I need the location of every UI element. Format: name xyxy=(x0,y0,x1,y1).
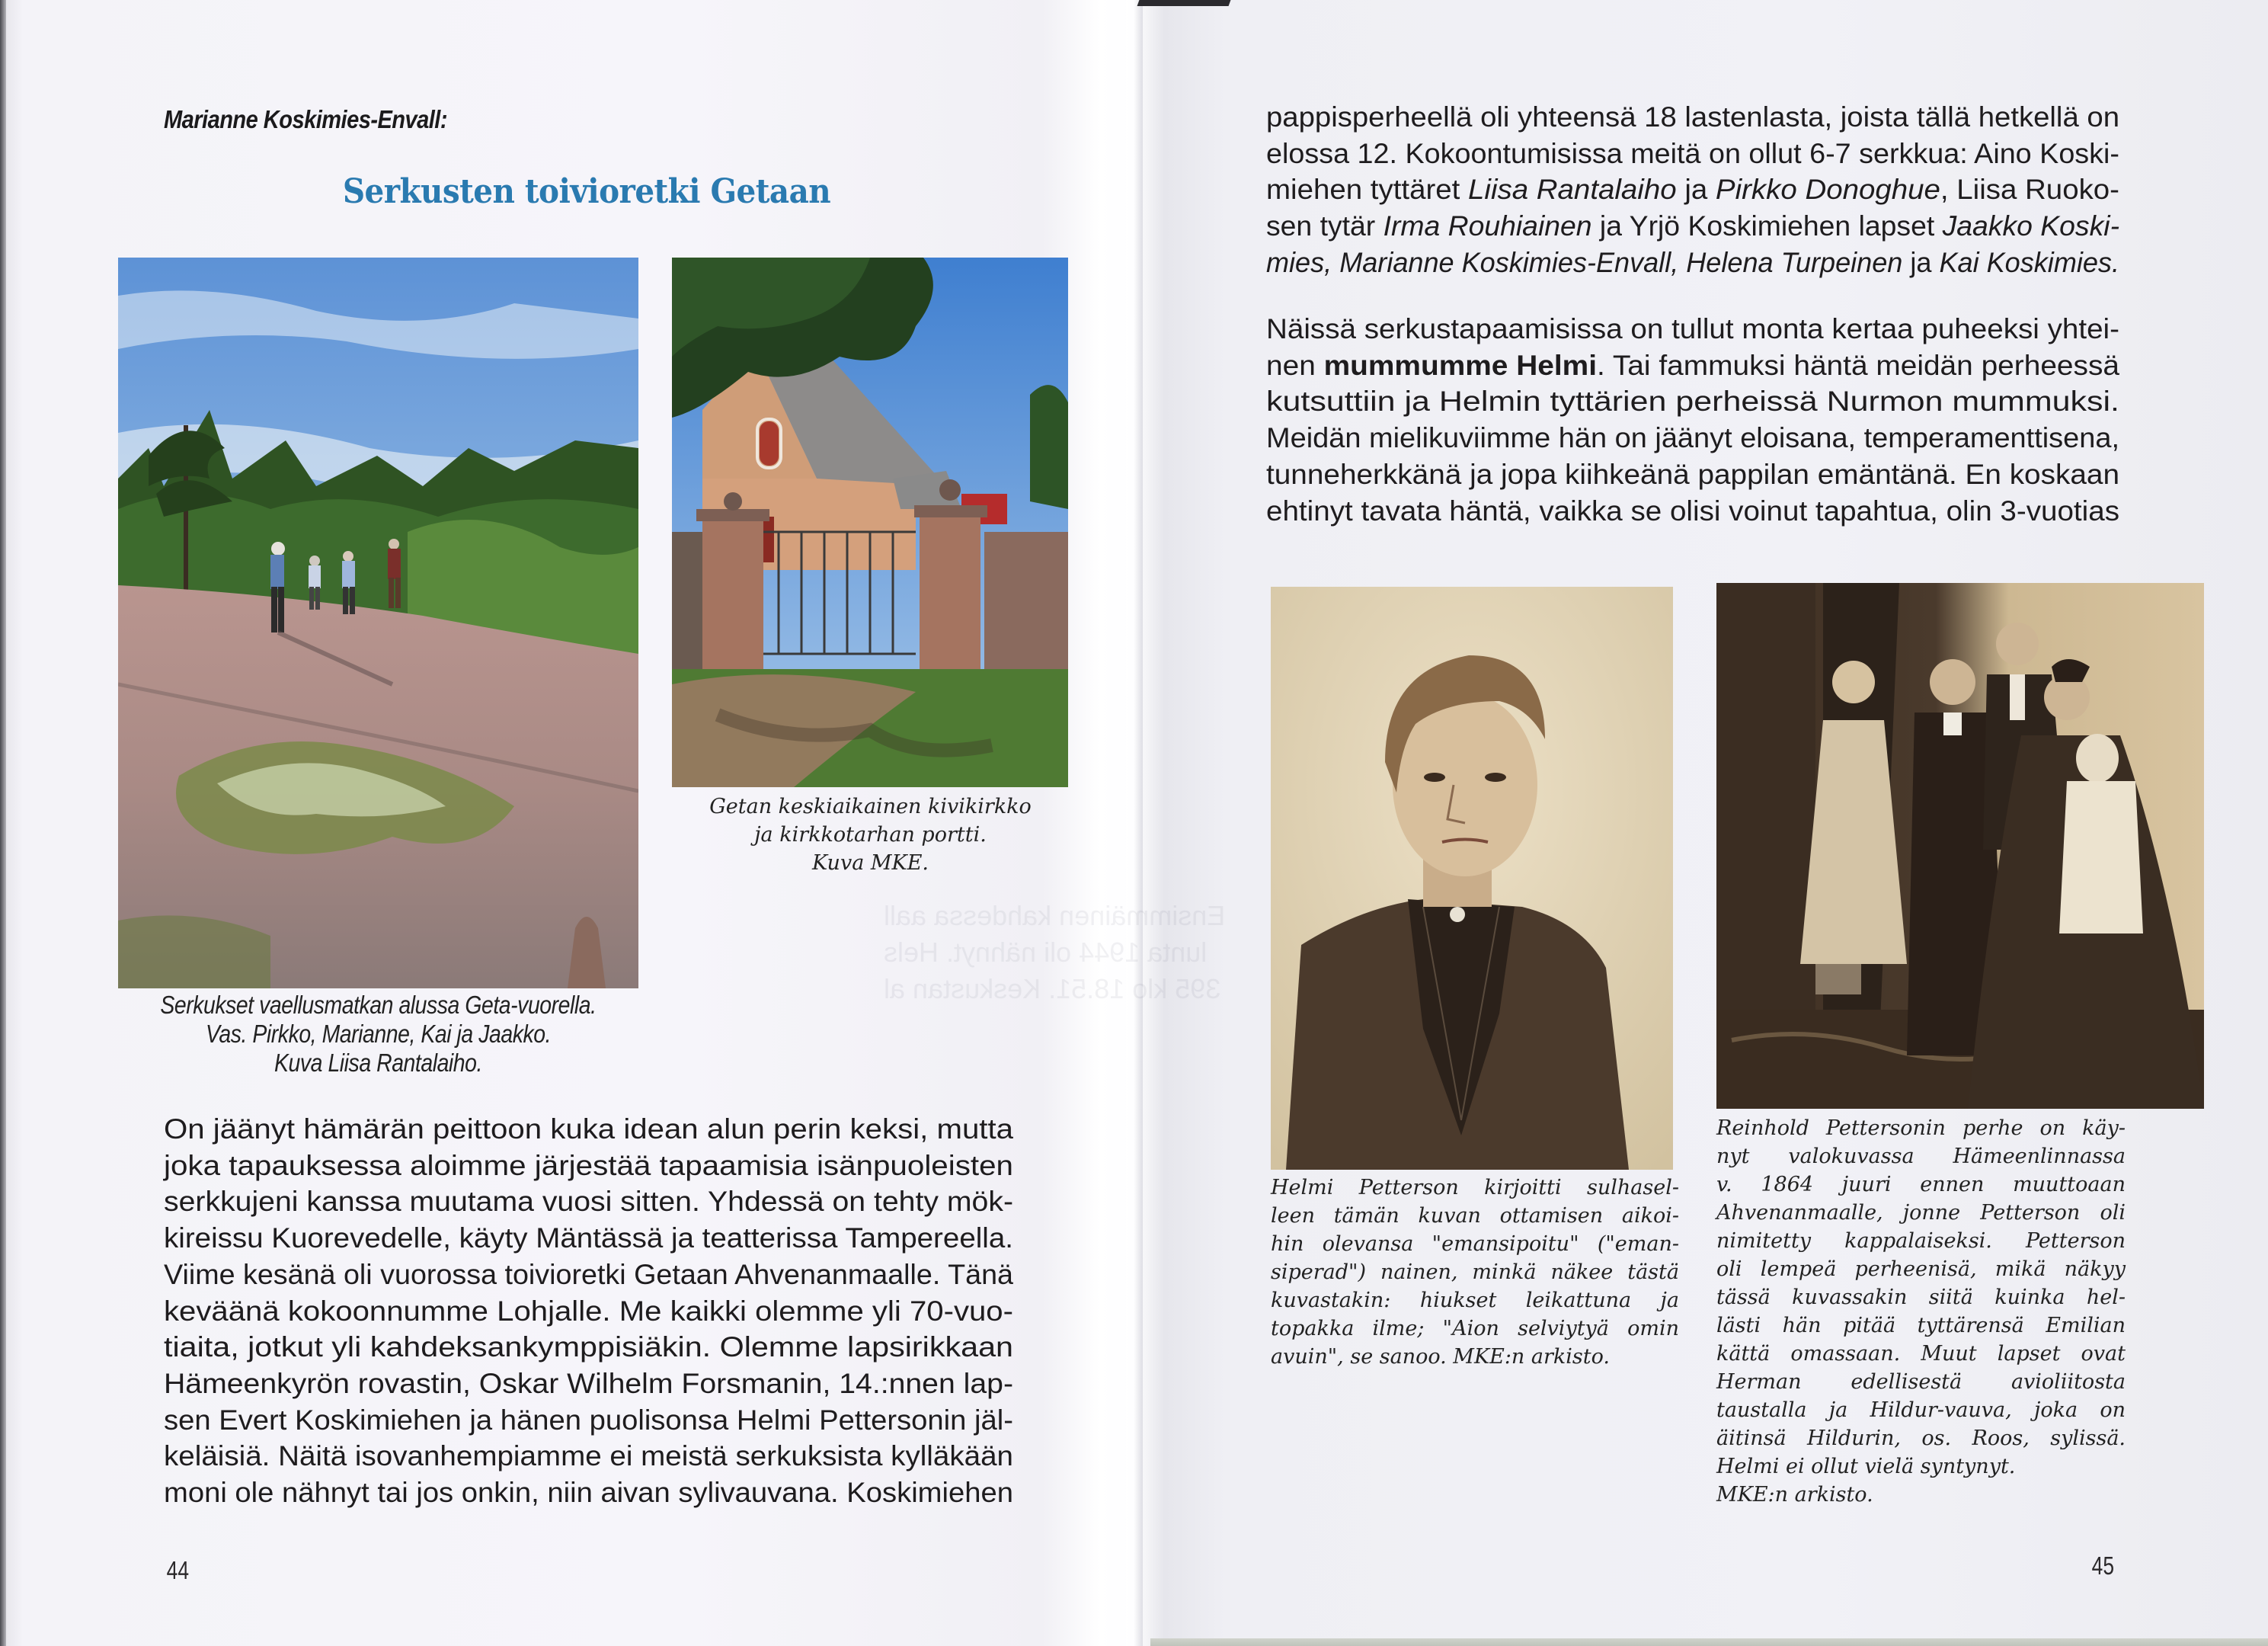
scan-artifact xyxy=(1137,0,1231,6)
caption-line: Helmi Petterson kirjoitti sulhasel- xyxy=(1271,1176,1679,1199)
caption-line: oli lempeä perheenisä, mikä näkyy xyxy=(1716,1257,2126,1281)
text-line xyxy=(1266,136,2119,172)
text-line xyxy=(164,1329,1013,1366)
italic-text: Liisa Rantalaiho xyxy=(1468,174,1677,206)
text-line xyxy=(1266,99,2119,136)
page-number-right: 45 xyxy=(2091,1552,2115,1580)
caption-line: Kuva Liisa Rantalaiho. xyxy=(274,1049,482,1077)
text-segment: pappisperheellä oli yhteensä 18 lastenlasta, joista tällä hetkellä on xyxy=(1266,101,2119,133)
text-segment: ehtinyt tavata häntä, vaikka se olisi voinut tapahtua, olin 3-vuotias xyxy=(1266,495,2119,527)
caption-line: hin olevansa "emansipoitu" ("eman- xyxy=(1271,1232,1679,1256)
text-segment: keläisiä. Näitä isovanhempiamme ei meistä serkuksista kylläkään xyxy=(164,1440,1013,1472)
italic-text: Irma Rouhiainen xyxy=(1383,210,1592,242)
text-segment: joka tapauksessa aloimme järjestää tapaamisia isänpuoleisten xyxy=(164,1149,1013,1181)
text-line xyxy=(164,1111,1013,1148)
caption-line: avuin", se sanoo. MKE:n arkisto. xyxy=(1271,1345,1610,1369)
text-segment: moni ole nähnyt tai jos onkin, niin aivan sylivauvana. Koskimiehen xyxy=(164,1477,1013,1509)
text-line xyxy=(1266,456,2119,493)
italic-text: Jaakko Koski- xyxy=(1942,210,2119,242)
caption-line: Serkukset vaellusmatkan alussa Geta-vuorella. xyxy=(160,991,597,1019)
caption-family-photo xyxy=(1716,1114,2126,1509)
caption-line: tässä kuvassakin siitä kuinka hel- xyxy=(1716,1286,2126,1309)
page-number-left: 44 xyxy=(166,1556,190,1584)
text-segment: . Tai fammuksi häntä meidän perheessä xyxy=(1596,349,2119,381)
photo-helmi-petterson xyxy=(1271,587,1673,1170)
photo-petterson-family xyxy=(1716,583,2204,1109)
caption-line: äitinsä Hildurin, os. Roos, sylissä. xyxy=(1716,1427,2126,1450)
text-segment: Viime kesänä oli vuorossa toivioretki Getaan Ahvenanmaalle. Tänä xyxy=(164,1258,1013,1290)
text-segment: ja Yrjö Koskimiehen lapset xyxy=(1591,210,1943,242)
book-gutter xyxy=(1126,0,1143,1646)
right-paragraph-2 xyxy=(1266,311,2119,529)
bleed-through-text: 395 klo 18.51. Keskustan al xyxy=(884,973,1221,1004)
text-line xyxy=(164,1148,1013,1184)
text-line xyxy=(164,1366,1013,1402)
caption-line: topakka ilme; "Aion selviytyä omin xyxy=(1271,1317,1679,1340)
text-segment: nen xyxy=(1266,349,1324,381)
caption-line: Getan keskiaikainen kivikirkko xyxy=(709,795,1032,818)
scan-artifact xyxy=(1150,1638,2268,1646)
caption-line: kättä omassaan. Muut lapset ovat xyxy=(1716,1342,2126,1366)
text-segment: Näissä serkustapaamisissa on tullut monta kertaa puheeksi yhtei- xyxy=(1266,313,2119,344)
text-line xyxy=(164,1293,1013,1330)
text-line xyxy=(164,1438,1013,1475)
text-segment: ja xyxy=(1902,246,1940,278)
article-title: Serkusten toivioretki Getaan xyxy=(342,172,831,211)
text-line xyxy=(164,1220,1013,1257)
right-paragraph-1 xyxy=(1266,99,2119,281)
text-segment: tiaita, jotkut yli kahdeksankymppisiäkin. Olemme lapsirikkaan xyxy=(164,1331,1013,1363)
text-segment: On jäänyt hämärän peittoon kuka idean alun perin keksi, mutta xyxy=(164,1113,1013,1145)
text-line xyxy=(1266,311,2119,347)
caption-line: lästi hän pitää tyttärensä Emilian xyxy=(1716,1314,2126,1337)
text-segment: Meidän mielikuviimme hän on jäänyt eloisana, temperamenttisena, xyxy=(1266,422,2119,454)
caption-line: Helmi ei ollut vielä syntynyt. xyxy=(1716,1455,2016,1478)
caption-line: MKE:n arkisto. xyxy=(1716,1483,1873,1507)
italic-text: mies, Marianne Koskimies-Envall, Helena Turpeinen xyxy=(1266,246,1903,278)
caption-line: Reinhold Pettersonin perhe on käy- xyxy=(1716,1116,2126,1140)
text-line xyxy=(1266,171,2119,208)
left-body-text xyxy=(164,1111,1013,1511)
caption-line: taustalla ja Hildur-vauva, joka on xyxy=(1716,1398,2126,1422)
text-line xyxy=(1266,347,2119,384)
text-line xyxy=(164,1402,1013,1439)
photo-geta-church xyxy=(672,258,1068,787)
text-line xyxy=(1266,208,2119,245)
caption-line: v. 1864 juuri ennen muuttoaan xyxy=(1716,1173,2126,1196)
italic-text: Pirkko Donoghue xyxy=(1715,174,1940,206)
text-segment: kutsuttiin ja Helmin tyttärien perheissä Nurmon mummuksi. xyxy=(1266,386,2119,418)
text-line xyxy=(164,1183,1013,1220)
italic-text: Kai Koskimies. xyxy=(1939,246,2119,278)
caption-line: nyt valokuvassa Hämeenlinnassa xyxy=(1716,1145,2126,1168)
text-segment: , Liisa Ruoko- xyxy=(1940,174,2119,206)
text-segment: Hämeenkyrön rovastin, Oskar Wilhelm Forsmanin, 14.:nnen lap- xyxy=(164,1367,1013,1399)
caption-line: Kuva MKE. xyxy=(811,851,929,875)
text-segment: ja xyxy=(1676,174,1716,206)
bold-text: mummumme Helmi xyxy=(1323,349,1597,381)
caption-hike-photo xyxy=(118,991,638,1078)
caption-line: kuvastakin: hiukset leikattuna ja xyxy=(1271,1289,1679,1312)
book-edge xyxy=(0,0,6,1646)
text-segment: miehen tyttäret xyxy=(1266,174,1469,206)
text-segment: elossa 12. Kokoontumisissa meitä on ollut 6-7 serkkua: Aino Koski- xyxy=(1266,137,2119,169)
text-segment: kireissu Kuorevedelle, käyty Mäntässä ja teatterissa Tampereella. xyxy=(164,1222,1013,1254)
text-line xyxy=(1266,493,2119,530)
text-segment: serkkujeni kanssa muutama vuosi sitten. Yhdessä on tehty mök- xyxy=(164,1186,1013,1218)
caption-line: Ahvenanmaalle, jonne Petterson oli xyxy=(1716,1201,2126,1225)
caption-line: siperad") nainen, minkä näkee tästä xyxy=(1271,1260,1679,1284)
text-segment: sen Evert Koskimiehen ja hänen puolisonsa Helmi Pettersonin jäl- xyxy=(164,1404,1013,1436)
caption-line: Vas. Pirkko, Marianne, Kai ja Jaakko. xyxy=(205,1020,552,1048)
caption-helmi-photo xyxy=(1271,1174,1679,1371)
caption-line: ja kirkkotarhan portti. xyxy=(754,823,987,847)
bleed-through-text: lunta 1944 oli nähnyt. Hels xyxy=(884,937,1208,968)
text-line xyxy=(1266,383,2119,420)
caption-line: leen tämän kuvan ottamisen aikoi- xyxy=(1271,1204,1679,1228)
bleed-through-text: Ensimmäinen kahdessa aall xyxy=(884,900,1226,931)
caption-line: nimitetty kappalaiseksi. Petterson xyxy=(1716,1229,2126,1253)
text-line xyxy=(1266,420,2119,456)
text-segment: sen tytär xyxy=(1266,210,1384,242)
text-line xyxy=(164,1257,1013,1293)
photo-hike-geta xyxy=(118,258,638,988)
text-line xyxy=(1266,245,2119,281)
caption-line: Herman edellisestä avioliitosta xyxy=(1716,1370,2126,1394)
text-line xyxy=(164,1475,1013,1511)
article-author: Marianne Koskimies-Envall: xyxy=(164,105,447,133)
caption-church-photo xyxy=(670,793,1070,877)
text-segment: tunneherkkänä ja jopa kiihkeänä pappilan emäntänä. En koskaan xyxy=(1266,458,2119,490)
text-segment: keväänä kokoonnumme Lohjalle. Me kaikki olemme yli 70-vuo- xyxy=(164,1295,1013,1327)
